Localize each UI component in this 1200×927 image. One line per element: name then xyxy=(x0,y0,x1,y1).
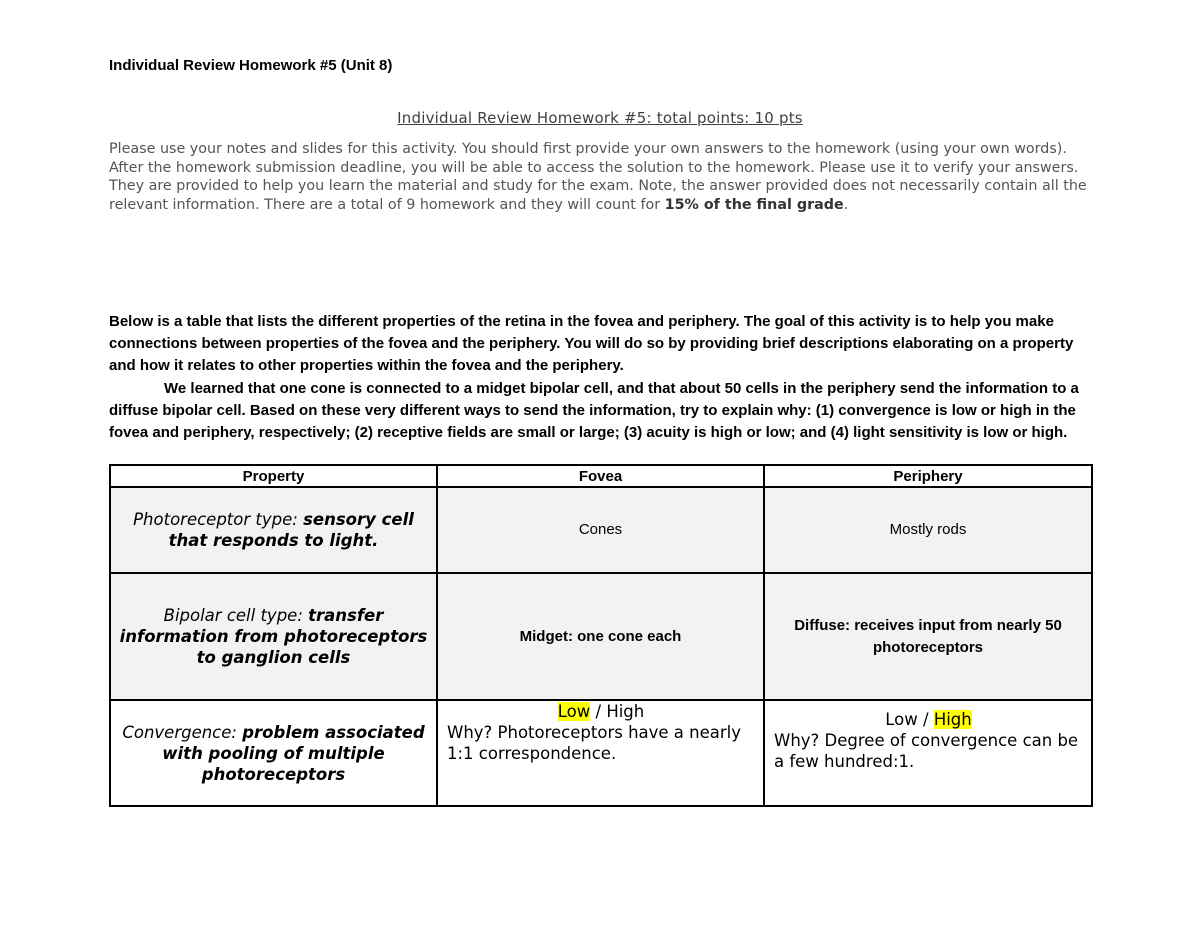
table-row xyxy=(110,573,1092,700)
header-property: Property xyxy=(110,465,437,487)
periphery-why: Why? Degree of convergence can be a few hundred:1. xyxy=(774,731,1079,771)
property-label: Bipolar cell type: xyxy=(163,606,309,625)
instructions xyxy=(109,311,1094,444)
property-definition: problem associated with pooling of multiple photoreceptors xyxy=(162,722,425,784)
property-definition: transfer information from photoreceptors to ganglion cells xyxy=(119,606,428,667)
document-header: Individual Review Homework #5 (Unit 8) xyxy=(109,57,393,74)
fovea-high: High xyxy=(606,702,645,721)
intro-end: . xyxy=(843,196,849,213)
intro-paragraph xyxy=(109,140,1099,214)
header-fovea: Fovea xyxy=(437,465,764,487)
property-cell xyxy=(110,487,437,573)
page-title: Individual Review Homework #5: total points: 10 pts xyxy=(397,109,803,127)
retina-properties-table xyxy=(109,464,1093,807)
periphery-cell: Diffuse: receives input from nearly 50 photoreceptors xyxy=(764,573,1092,700)
periphery-cell xyxy=(764,700,1092,806)
property-label: Convergence: xyxy=(122,722,243,742)
fovea-cell xyxy=(437,700,764,806)
header-periphery: Periphery xyxy=(764,465,1092,487)
table-header-row xyxy=(110,465,1092,487)
property-cell xyxy=(110,700,437,806)
intro-text: Please use your notes and slides for this activity. You should first provide your own answers to the homework (using your own words). After the homework submission deadline, you will be able to access the solution to the homework. Please use it to verify your answers. They are provided to help you learn the material and study for the exam. Note, the answer provided does not necessarily contain all the relevant information. There are a total of 9 homework and they will count for xyxy=(109,141,1087,213)
fovea-low-highlighted: Low xyxy=(557,702,591,721)
periphery-high-highlighted: High xyxy=(933,710,972,729)
property-label: Photoreceptor type: xyxy=(133,510,304,529)
fovea-cell: Midget: one cone each xyxy=(437,573,764,700)
instructions-paragraph-2: We learned that one cone is connected to a midget bipolar cell, and that about 50 cells in the periphery send the information to a diffuse bipolar cell. Based on these very different ways to send the information, try to explain why: (1) convergence is low or high in the fovea and periphery, respectively; (2) receptive fields are small or large; (3) acuity is high or low; and (4) light sensitivity is low or high. xyxy=(109,379,1079,442)
low-high-choice: Low / High xyxy=(557,702,645,721)
fovea-cell: Cones xyxy=(437,487,764,573)
fovea-why: Why? Photoreceptors have a nearly 1:1 correspondence. xyxy=(447,723,742,763)
table-row xyxy=(110,487,1092,573)
property-definition: sensory cell that responds to light. xyxy=(168,510,414,550)
periphery-low: Low xyxy=(885,710,918,729)
instructions-paragraph-1: Below is a table that lists the different properties of the retina in the fovea and periphery. The goal of this activity is to help you make connections between properties of the fovea and the periphery. You will do so by providing brief descriptions elaborating on a property and how it relates to other properties within the fovea and the periphery. xyxy=(109,313,1074,375)
periphery-cell: Mostly rods xyxy=(764,487,1092,573)
low-high-choice: Low / High xyxy=(885,710,972,729)
property-cell xyxy=(110,573,437,700)
intro-bold: 15% of the final grade xyxy=(664,196,844,213)
table-row xyxy=(110,700,1092,806)
